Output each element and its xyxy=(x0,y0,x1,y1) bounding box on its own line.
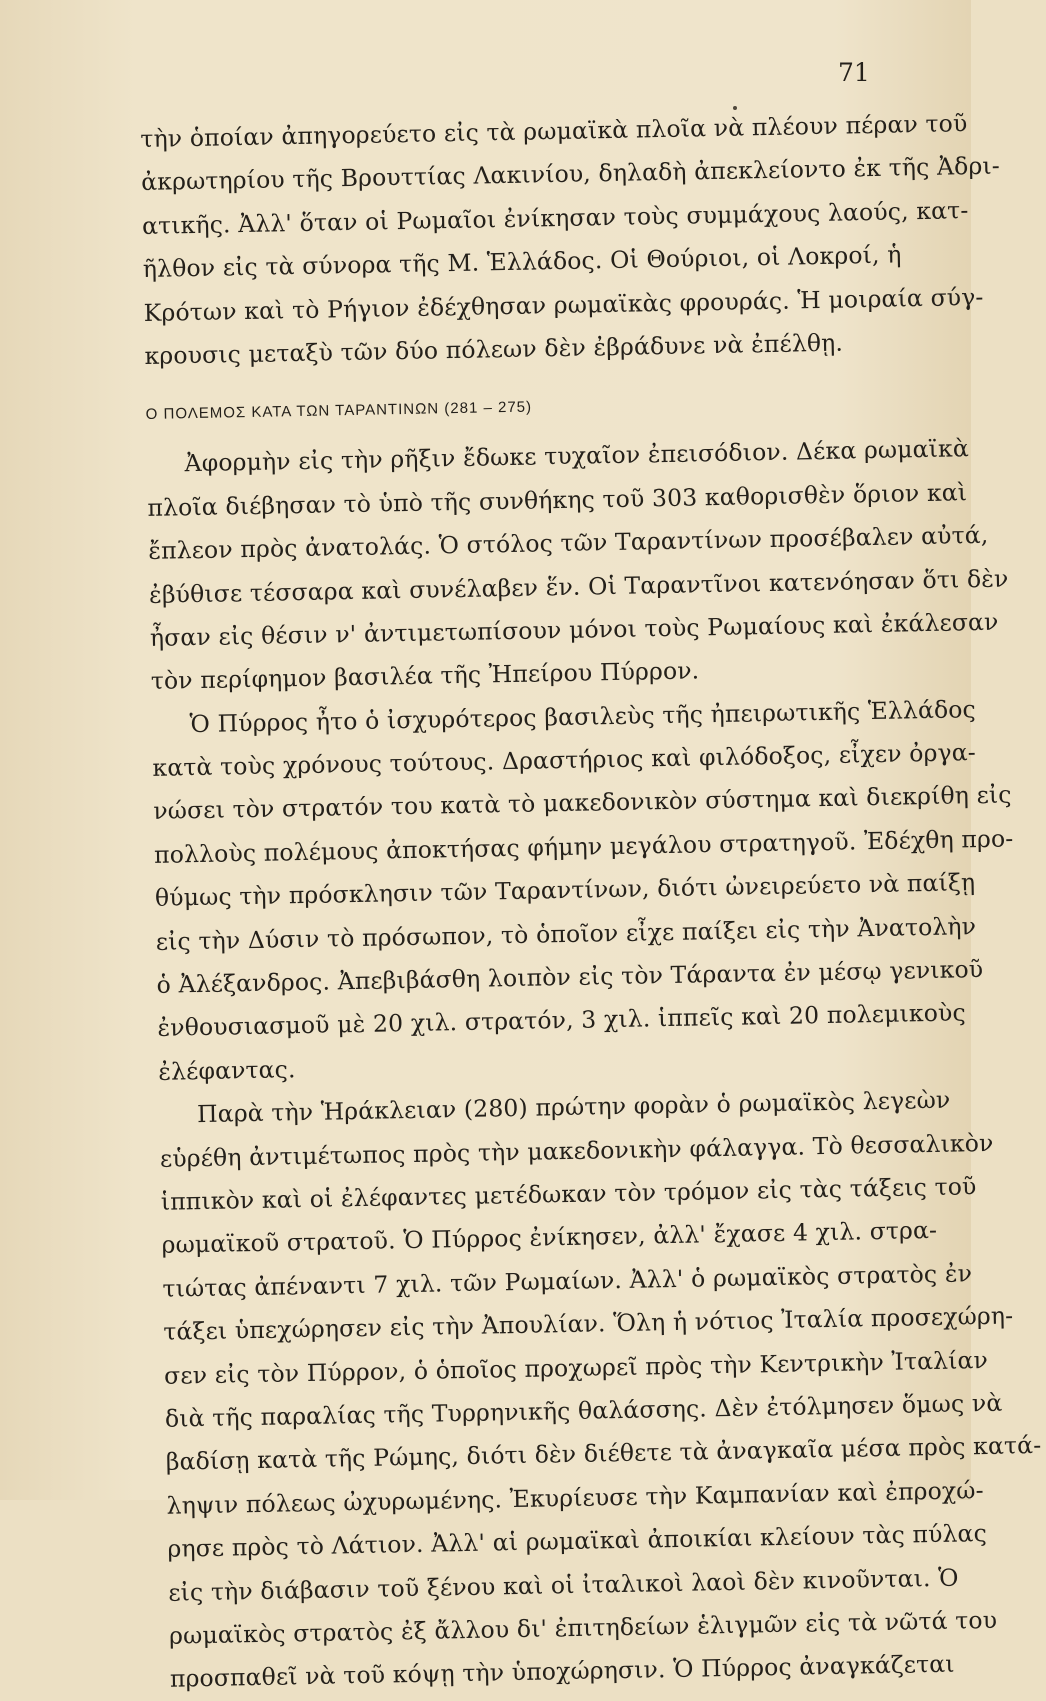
paragraph-4-line: ἱππικὸν καὶ οἱ ἐλέφαντες μετέδωκαν τὸν τρόμον εἰς τὰς τάξεις τοῦ xyxy=(160,1172,977,1216)
paragraph-3-line: ἐλέφαντας. xyxy=(158,1055,296,1086)
paragraph-1-line: ἀκρωτηρίου τῆς Βρουττίας Λακινίου, δηλαδὴ ἀπεκλείοντο ἐκ τῆς Ἀδρι- xyxy=(140,151,1001,197)
paragraph-1-line: ῆλθον εἰς τὰ σύνορα τῆς Μ. Ἑλλάδος. Οἱ Θούριοι, οἱ Λοκροί, ἡ xyxy=(142,240,902,284)
paragraph-3-line: Ὁ Πύρρος ἦτο ὁ ἰσχυρότερος βασιλεὺς τῆς ἠπειρωτικῆς Ἑλλάδος xyxy=(189,694,977,738)
paragraph-2-line: ἔπλεον πρὸς ἀνατολάς. Ὁ στόλος τῶν Ταραντίνων προσέβαλεν αὐτά, xyxy=(148,520,989,566)
paragraph-3-line: ἐνθουσιασμοῦ μὲ 20 χιλ. στρατόν, 3 χιλ. ἱππεῖς καὶ 20 πολεμικοὺς xyxy=(157,998,967,1043)
paragraph-4-line: διὰ τῆς παραλίας τῆς Τυρρηνικῆς θαλάσσης. Δὲν ἐτόλμησεν ὅμως νὰ xyxy=(164,1388,1003,1433)
paragraph-2-line: πλοῖα διέβησαν τὸ ὑπὸ τῆς συνθήκης τοῦ 303 καθορισθὲν ὅριον καὶ xyxy=(147,477,968,522)
section-heading: Ο ΠΟΛΕΜΟΣ ΚΑΤΑ ΤΩΝ ΤΑΡΑΝΤΙΝΩΝ (281 – 275) xyxy=(145,398,533,424)
paragraph-1-line: Κρότων καὶ τὸ Ρήγιον ἐδέχθησαν ρωμαϊκὰς φρουράς. Ἡ μοιραία σύγ- xyxy=(143,282,984,327)
paragraph-3-line: ὁ Ἀλέξανδρος. Ἀπεβιβάσθη λοιπὸν εἰς τὸν Τάραντα ἐν μέσῳ γενικοῦ xyxy=(156,955,984,999)
paragraph-4-line: ληψιν πόλεως ὠχυρωμένης. Ἐκυρίευσε τὴν Καμπανίαν καὶ ἐπροχώ- xyxy=(166,1475,984,1520)
paragraph-3-line: θύμως τὴν πρόσκλησιν τῶν Ταραντίνων, διότι ὠνειρεύετο νὰ παίξῃ xyxy=(154,868,976,913)
paragraph-4-line: τιώτας ἀπέναντι 7 χιλ. τῶν Ρωμαίων. Ἀλλ' ὁ ρωμαϊκὸς στρατὸς ἐν xyxy=(162,1259,973,1303)
paragraph-4-line: προσπαθεῖ νὰ τοῦ κόψῃ τὴν ὑποχώρησιν. Ὁ Πύρρος ἀναγκάζεται xyxy=(169,1649,955,1693)
page-number: 71 xyxy=(838,58,870,87)
paragraph-3-line: εἰς τὴν Δύσιν τὸ πρόσωπον, τὸ ὁποῖον εἶχε παίξει εἰς τὴν Ἀνατολὴν xyxy=(155,911,977,956)
paragraph-4-line: βαδίσῃ κατὰ τῆς Ρώμης, διότι δὲν διέθετε τὰ ἀναγκαῖα μέσα πρὸς κατά- xyxy=(165,1431,1042,1477)
paragraph-4-line: εἰς τὴν διάβασιν τοῦ ξένου καὶ οἱ ἰταλικοὶ λαοὶ δὲν κινοῦνται. Ὁ xyxy=(168,1563,959,1607)
paragraph-2-line: τὸν περίφημον βασιλέα τῆς Ἠπείρου Πύρρον. xyxy=(150,656,700,696)
paragraph-1-line: τὴν ὁποίαν ἀπηγορεύετο εἰς τὰ ρωμαϊκὰ πλοῖα νὰ πλέουν πέραν τοῦ xyxy=(140,109,968,153)
paragraph-4-line: τάξει ὑπεχώρησεν εἰς τὴν Ἀπουλίαν. Ὅλη ἡ νότιος Ἰταλία προσεχώρη- xyxy=(163,1301,1014,1346)
page-body-text xyxy=(140,103,1042,1701)
paragraph-2-line: ἦσαν εἰς θέσιν ν' ἀντιμετωπίσουν μόνοι τοὺς Ρωμαίους καὶ ἐκάλεσαν xyxy=(149,607,999,652)
paragraph-1-line: κρουσις μεταξὺ τῶν δύο πόλεων δὲν ἐβράδυνε νὰ ἐπέλθῃ. xyxy=(144,328,844,370)
paragraph-4-line: ρωμαϊκοῦ στρατοῦ. Ὁ Πύρρος ἐνίκησεν, ἀλλ' ἔχασε 4 χιλ. στρα- xyxy=(161,1216,938,1260)
paragraph-3-line: νώσει τὸν στρατόν του κατὰ τὸ μακεδονικὸν σύστημα καὶ διεκρίθη εἰς xyxy=(153,780,1012,826)
paragraph-4-line: Παρὰ τὴν Ἡράκλειαν (280) πρώτην φορὰν ὁ ρωμαϊκὸς λεγεὼν xyxy=(196,1085,951,1129)
paragraph-4-line: ρησε πρὸς τὸ Λάτιον. Ἀλλ' αἱ ρωμαϊκαὶ ἀποικίαι κλείουν τὰς πύλας xyxy=(167,1519,988,1563)
paragraph-3-line: πολλοὺς πολέμους ἀποκτήσας φήμην μεγάλου στρατηγοῦ. Ἐδέχθη προ- xyxy=(153,824,1014,869)
paragraph-3-line: κατὰ τοὺς χρόνους τούτους. Δραστήριος καὶ φιλόδοξος, εἶχεν ὀργα- xyxy=(152,738,977,782)
paragraph-4-line: σεν εἰς τὸν Πύρρον, ὁ ὁποῖος προχωρεῖ πρὸς τὴν Κεντρικὴν Ἰταλίαν xyxy=(163,1345,989,1390)
paragraph-2-line: Ἀφορμὴν εἰς τὴν ρῆξιν ἔδωκε τυχαῖον ἐπεισόδιον. Δέκα ρωμαϊκὰ xyxy=(184,434,970,478)
paragraph-4-line: εὑρέθη ἀντιμέτωπος πρὸς τὴν μακεδονικὴν φάλαγγα. Τὸ θεσσαλικὸν xyxy=(159,1128,994,1173)
paragraph-4-line: ρωμαϊκὸς στρατὸς ἐξ ἄλλου δι' ἐπιτηδείων ἑλιγμῶν εἰς τὰ νῶτά του xyxy=(168,1605,998,1650)
paragraph-2-line: ἐβύθισε τέσσαρα καὶ συνέλαβεν ἕν. Οἱ Ταραντῖνοι κατενόησαν ὅτι δὲν xyxy=(148,563,1009,609)
paragraph-1-line: ατικῆς. Ἀλλ' ὅταν οἱ Ρωμαῖοι ἐνίκησαν τοὺς συμμάχους λαούς, κατ- xyxy=(141,195,969,240)
